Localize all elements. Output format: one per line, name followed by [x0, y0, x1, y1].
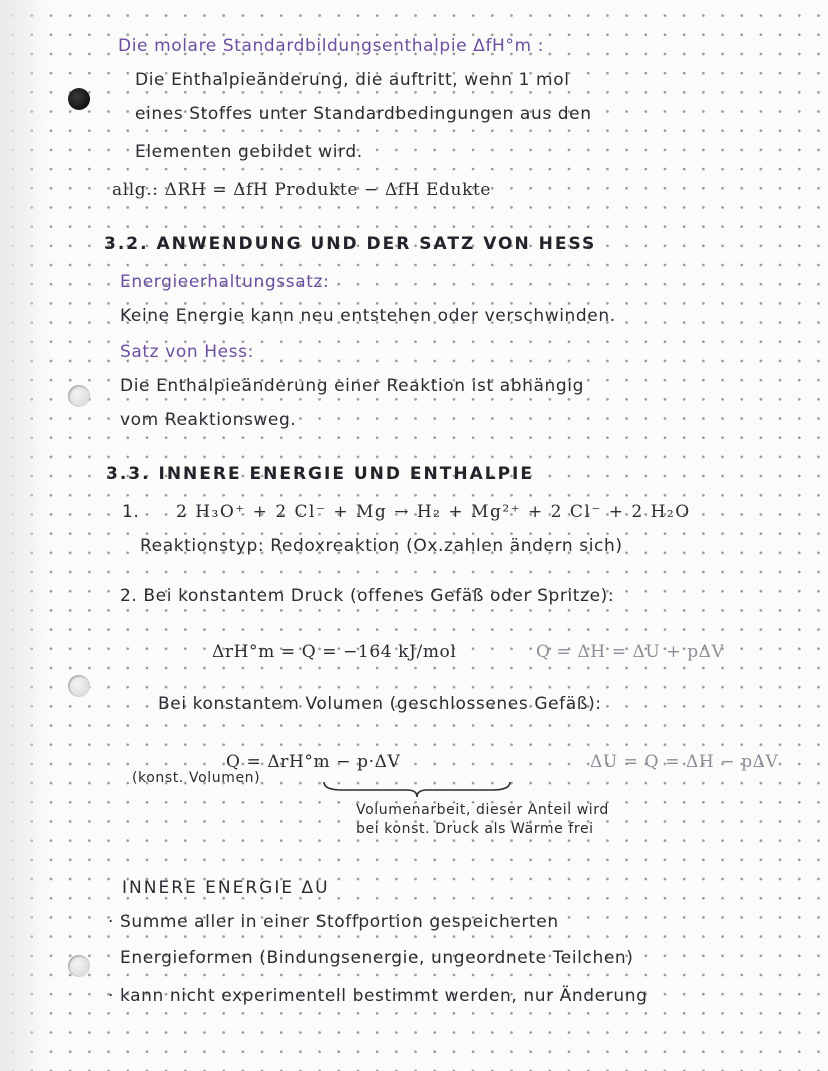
page-edge-shadow [0, 0, 52, 1071]
inner-energy-bullet-1a: · Summe aller in einer Stoffportion gespeicherten [108, 912, 559, 932]
constant-volume-text: Bei konstantem Volumen (geschlossenes Gefäß): [158, 694, 602, 714]
punch-hole [68, 955, 90, 977]
hess-law-text-2: vom Reaktionsweg. [120, 410, 297, 430]
definition-line-3: Elementen gebildet wird. [135, 142, 363, 162]
term-hess-law: Satz von Hess: [120, 342, 254, 362]
reaction-type: Reaktionstyp: Redoxreaktion (Ox.zahlen ändern sich) [140, 536, 623, 556]
volume-work-note-2: bei konst. Druck als Wärme frei [356, 821, 594, 837]
general-formula: allg.: ΔRH = ΔfH Produkte − ΔfH Edukte [112, 180, 492, 200]
heading-3-3: 3.3. INNERE ENERGIE UND ENTHALPIE [106, 464, 534, 484]
punch-hole [68, 88, 90, 110]
energy-conservation-text: Keine Energie kann neu entstehen oder verschwinden. [120, 306, 616, 326]
definition-title: Die molare Standardbildungsenthalpie ΔfH°m : [118, 36, 544, 56]
term-energy-conservation: Energieerhaltungssatz: [120, 272, 330, 292]
inner-energy-bullet-2: · kann nicht experimentell bestimmt werden, nur Änderung [108, 986, 648, 1006]
curly-brace [322, 780, 512, 798]
punch-hole [68, 385, 90, 407]
definition-line-1: Die Enthalpieänderung, die auftritt, wenn 1 mol [135, 70, 570, 90]
inner-energy-bullet-1b: Energieformen (Bindungsenergie, ungeordnete Teilchen) [120, 948, 634, 968]
item-1-number: 1. [122, 502, 140, 522]
equation-volume-note: ΔU = Q = ΔH − pΔV [590, 752, 779, 772]
equation-pressure-note: Q = ΔH = ΔU + pΔV [536, 642, 725, 662]
punch-hole [68, 675, 90, 697]
equation-constant-pressure: ΔrH°m = Q = −164 kJ/mol [212, 642, 457, 662]
inner-energy-heading: INNERE ENERGIE ΔU [122, 878, 330, 898]
volume-work-note-1: Volumenarbeit, dieser Anteil wird [356, 802, 609, 818]
reaction-equation: 2 H₃O⁺ + 2 Cl⁻ + Mg → H₂ + Mg²⁺ + 2 Cl⁻ + 2 H₂O [176, 502, 691, 522]
item-2-constant-pressure: 2. Bei konstantem Druck (offenes Gefäß oder Spritze): [120, 586, 615, 606]
definition-line-2: eines Stoffes unter Standardbedingungen aus den [135, 104, 592, 124]
constant-volume-label: (konst. Volumen) [132, 770, 261, 786]
equation-constant-volume: Q = ΔrH°m − p·ΔV [226, 752, 401, 772]
hess-law-text-1: Die Enthalpieänderung einer Reaktion ist abhängig [120, 376, 584, 396]
heading-3-2: 3.2. ANWENDUNG UND DER SATZ VON HESS [104, 234, 597, 254]
